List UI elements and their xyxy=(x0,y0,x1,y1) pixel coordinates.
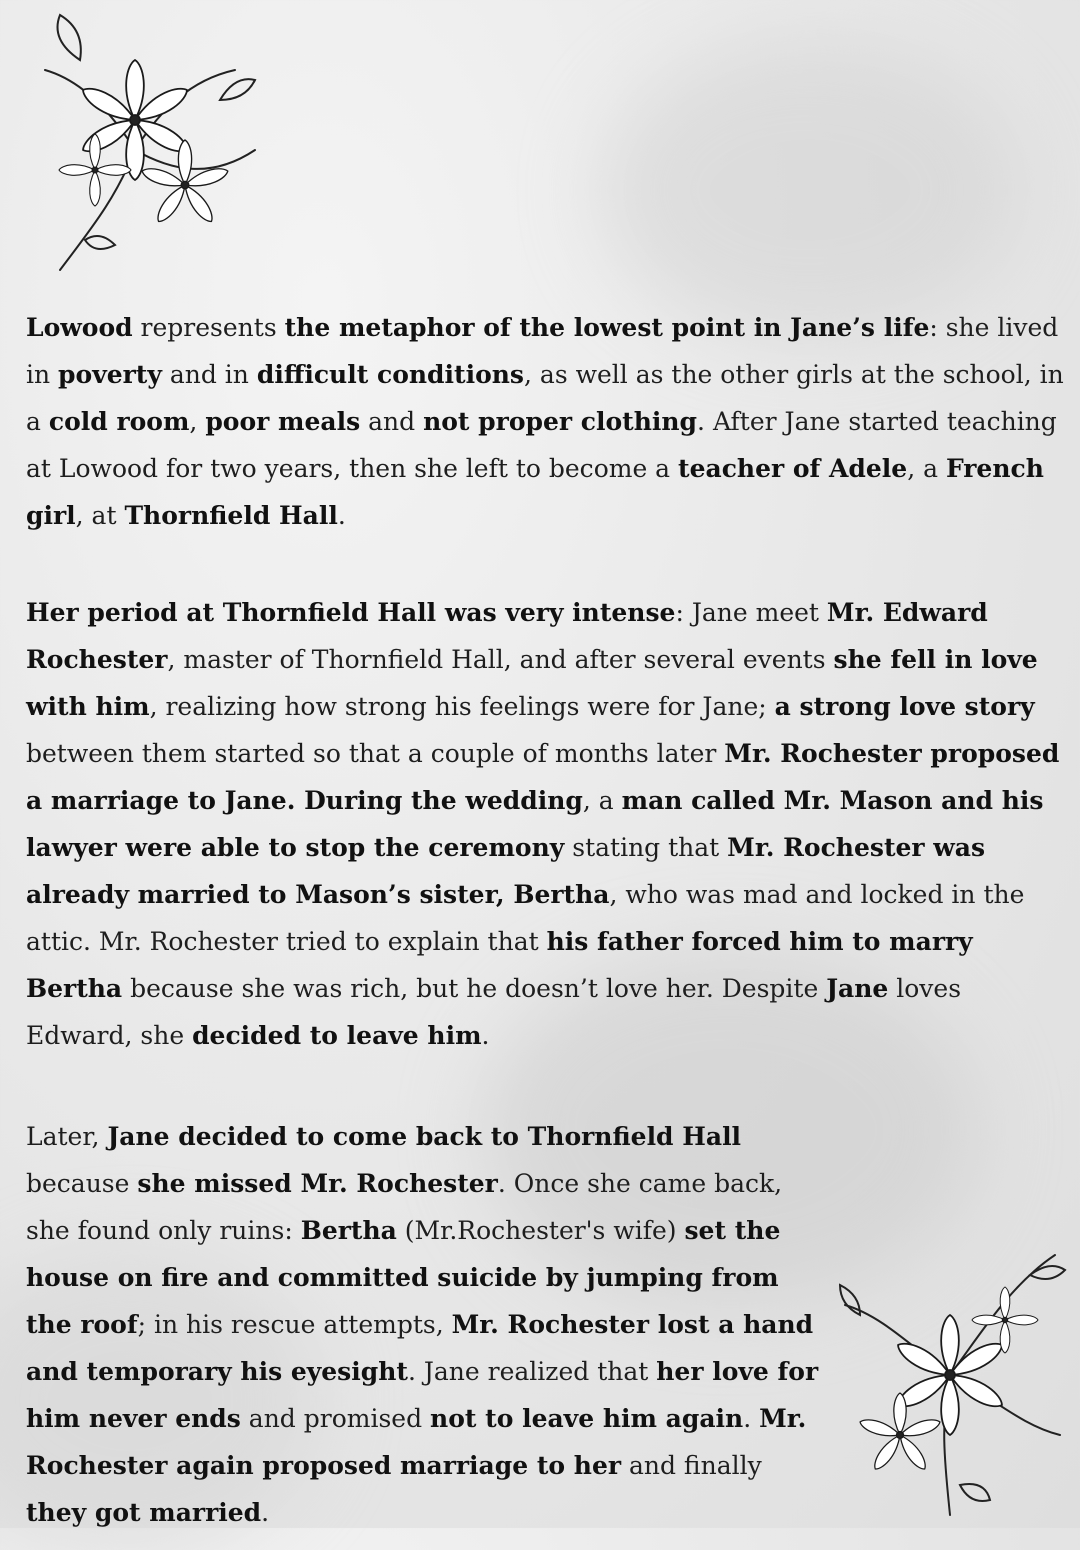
bold-text: Jane xyxy=(826,974,889,1003)
body-text: and promised xyxy=(240,1404,431,1433)
bold-text: Mr. Rochester proposed a marriage to Jane. During the wedding xyxy=(26,739,1060,815)
bold-text: his father forced him to marry Bertha xyxy=(26,927,973,1003)
bold-text: her love for him never ends xyxy=(26,1357,819,1433)
body-text: . Once she came back, she found only ruins: xyxy=(26,1169,783,1245)
bold-text: Lowood xyxy=(26,313,133,342)
bold-text: the metaphor of the lowest point in Jane’s life xyxy=(284,313,930,342)
body-text: , master of Thornfield Hall, and after several events xyxy=(167,645,834,674)
body-text: between them started so that a couple of months later xyxy=(26,739,725,768)
bold-text: Bertha xyxy=(300,1216,397,1245)
bold-text: teacher of Adele xyxy=(678,454,908,483)
bold-text: not to leave him again xyxy=(430,1404,744,1433)
bold-text: decided to leave him xyxy=(192,1021,482,1050)
background-wash xyxy=(600,40,1020,340)
body-text: , as well as the other girls at the school, in a xyxy=(26,360,1064,436)
body-text: stating that xyxy=(564,833,728,862)
bold-text: French girl xyxy=(26,454,1044,530)
body-text: and xyxy=(360,407,424,436)
bold-text: man called Mr. Mason and his lawyer were able to stop the ceremony xyxy=(26,786,1044,862)
body-text: Later, xyxy=(26,1122,108,1151)
floral-illustration-bottom xyxy=(830,1225,1070,1520)
bold-text: Mr. Rochester again proposed marriage to her xyxy=(26,1404,807,1480)
body-text: : she lived in xyxy=(26,313,1059,389)
body-text: represents xyxy=(132,313,285,342)
bold-text: poverty xyxy=(58,360,162,389)
body-text: because she was rich, but he doesn’t love her. Despite xyxy=(122,974,827,1003)
body-text: . Jane realized that xyxy=(407,1357,657,1386)
body-text: , a xyxy=(582,786,622,815)
body-text: (Mr.Rochester's wife) xyxy=(396,1216,685,1245)
floral-illustration-top xyxy=(20,0,270,290)
bold-text: they got married xyxy=(26,1498,262,1527)
paragraph-lowood xyxy=(26,304,1066,539)
bold-text: Jane decided to come back to Thornfield Hall xyxy=(107,1122,742,1151)
body-text: : Jane meet xyxy=(675,598,827,627)
bold-text: poor meals xyxy=(205,407,361,436)
body-text: . xyxy=(481,1021,490,1050)
bold-text: a strong love story xyxy=(774,692,1035,721)
body-text: . xyxy=(743,1404,760,1433)
body-text: and finally xyxy=(621,1451,762,1480)
bold-text: set the house on fire and committed suicide by jumping from the roof xyxy=(26,1216,781,1339)
body-text: because xyxy=(26,1169,138,1198)
body-text: and in xyxy=(161,360,257,389)
bold-text: she missed Mr. Rochester xyxy=(137,1169,498,1198)
bold-text: not proper clothing xyxy=(423,407,698,436)
body-text: , at xyxy=(75,501,125,530)
bold-text: Mr. Rochester lost a hand and temporary his eyesight xyxy=(26,1310,814,1386)
bold-text: Mr. Rochester was already married to Mason’s sister, Bertha xyxy=(26,833,986,909)
body-text: . After Jane started teaching at Lowood for two years, then she left to become a xyxy=(26,407,1057,483)
bold-text: Mr. Edward Rochester xyxy=(26,598,988,674)
body-text: ; in his rescue attempts, xyxy=(137,1310,452,1339)
bold-text: Thornfield Hall xyxy=(124,501,338,530)
bold-text: she fell in love with him xyxy=(26,645,1038,721)
body-text: . xyxy=(261,1498,270,1527)
body-text: , realizing how strong his feelings were for Jane; xyxy=(149,692,775,721)
bold-text: cold room xyxy=(48,407,190,436)
bold-text: difficult conditions xyxy=(256,360,525,389)
body-text: , a xyxy=(907,454,946,483)
body-text: , xyxy=(189,407,206,436)
paragraph-thornfield xyxy=(26,589,1066,1059)
bold-text: Her period at Thornfield Hall was very intense xyxy=(26,598,676,627)
body-text: . xyxy=(337,501,346,530)
paragraph-return xyxy=(26,1113,826,1536)
body-text: loves Edward, she xyxy=(26,974,962,1050)
body-text: , who was mad and locked in the attic. Mr. Rochester tried to explain that xyxy=(26,880,1025,956)
